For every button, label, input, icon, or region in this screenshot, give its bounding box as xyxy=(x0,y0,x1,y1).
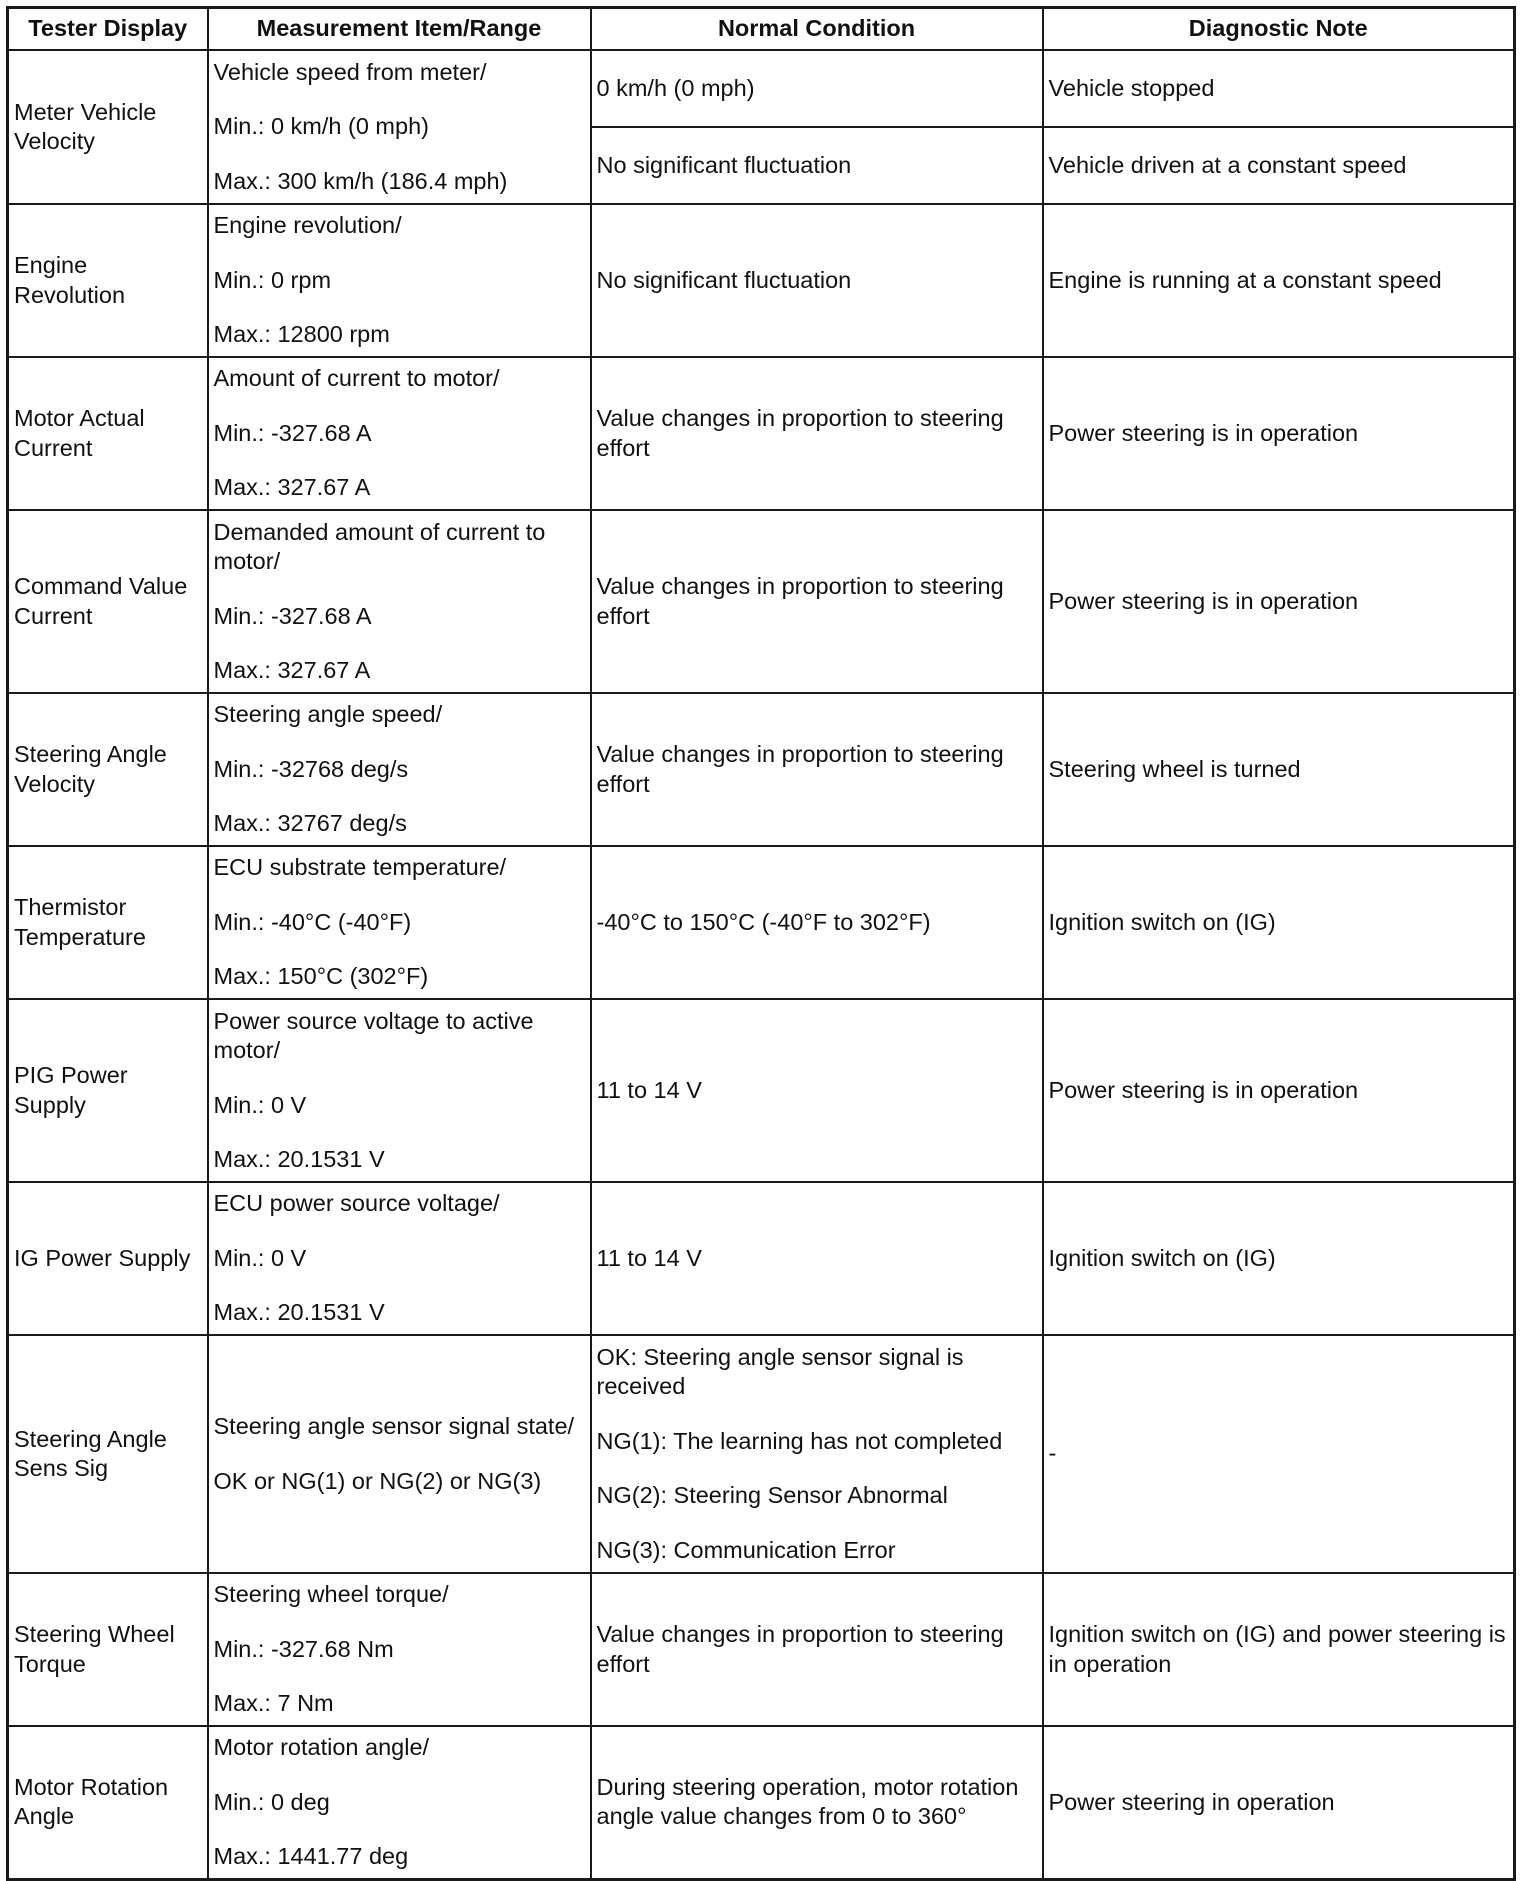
diagnostic-note-cell: Steering wheel is turned xyxy=(1043,693,1515,846)
measurement-item: ECU substrate temperature/ xyxy=(213,854,507,881)
diagnostic-note-cell: Power steering is in operation xyxy=(1043,510,1515,693)
measurement-max: Max.: 32767 deg/s xyxy=(213,810,407,837)
tester-display-cell: Motor Actual Current xyxy=(8,357,208,510)
data-list-table xyxy=(6,6,1516,1881)
measurement-max: Max.: 327.67 A xyxy=(213,656,371,683)
tester-display-cell: Meter Vehicle Velocity xyxy=(8,50,208,204)
measurement-max: Max.: 150°C (302°F) xyxy=(213,963,429,990)
measurement-min: Min.: -327.68 Nm xyxy=(213,1635,394,1662)
diagnostic-note-cell: Engine is running at a constant speed xyxy=(1043,204,1515,357)
table-row xyxy=(8,510,1515,693)
measurement-cell xyxy=(208,1573,591,1726)
normal-condition-cell: 0 km/h (0 mph) xyxy=(591,50,1043,127)
table-row xyxy=(8,693,1515,846)
normal-condition-cell: Value changes in proportion to steering effort xyxy=(591,357,1043,510)
normal-condition-cell: 11 to 14 V xyxy=(591,999,1043,1182)
diagnostic-note-cell: Ignition switch on (IG) and power steering is in operation xyxy=(1043,1573,1515,1726)
measurement-item: Steering angle speed/ xyxy=(213,701,443,728)
measurement-min: Min.: 0 rpm xyxy=(213,266,332,293)
measurement-max: Max.: 20.1531 V xyxy=(213,1145,385,1172)
measurement-item: Steering wheel torque/ xyxy=(213,1581,449,1608)
tester-display-cell: PIG Power Supply xyxy=(8,999,208,1182)
tester-display-cell: Steering Wheel Torque xyxy=(8,1573,208,1726)
measurement-cell xyxy=(208,510,591,693)
header-measurement: Measurement Item/Range xyxy=(208,8,591,51)
measurement-cell xyxy=(208,204,591,357)
normal-condition-cell: Value changes in proportion to steering effort xyxy=(591,510,1043,693)
measurement-min: Min.: -40°C (-40°F) xyxy=(213,908,412,935)
measurement-values: OK or NG(1) or NG(2) or NG(3) xyxy=(213,1467,542,1494)
measurement-max: Max.: 7 Nm xyxy=(213,1690,334,1717)
measurement-item: Motor rotation angle/ xyxy=(213,1734,430,1761)
measurement-cell xyxy=(208,693,591,846)
normal-condition-cell: No significant fluctuation xyxy=(591,127,1043,204)
tester-display-cell: Motor Rotation Angle xyxy=(8,1726,208,1879)
measurement-item: Steering angle sensor signal state/ xyxy=(213,1413,575,1440)
measurement-min: Min.: 0 V xyxy=(213,1091,307,1118)
normal-condition-cell: During steering operation, motor rotation angle value changes from 0 to 360° xyxy=(591,1726,1043,1879)
normal-condition-cell: Value changes in proportion to steering effort xyxy=(591,693,1043,846)
measurement-item: Vehicle speed from meter/ xyxy=(213,58,487,85)
measurement-item: Demanded amount of current to motor/ xyxy=(213,518,546,575)
tester-display-cell: Steering Angle Velocity xyxy=(8,693,208,846)
status-ng3: NG(3): Communication Error xyxy=(596,1536,896,1563)
table-row xyxy=(8,1726,1515,1879)
diagnostic-note-cell: Power steering is in operation xyxy=(1043,357,1515,510)
measurement-min: Min.: 0 km/h (0 mph) xyxy=(213,113,429,140)
measurement-cell xyxy=(208,50,591,204)
diagnostic-note-cell: Ignition switch on (IG) xyxy=(1043,1182,1515,1335)
status-ok: OK: Steering angle sensor signal is received xyxy=(596,1344,964,1400)
measurement-max: Max.: 12800 rpm xyxy=(213,321,390,348)
diagnostic-note-cell: Power steering is in operation xyxy=(1043,999,1515,1182)
measurement-max: Max.: 327.67 A xyxy=(213,474,371,501)
header-tester-display: Tester Display xyxy=(8,8,208,51)
measurement-item: ECU power source voltage/ xyxy=(213,1190,500,1217)
measurement-cell xyxy=(208,846,591,999)
measurement-min: Min.: -32768 deg/s xyxy=(213,755,409,782)
measurement-max: Max.: 20.1531 V xyxy=(213,1299,385,1326)
measurement-cell xyxy=(208,1726,591,1879)
diagnostic-note-cell: - xyxy=(1043,1335,1515,1573)
table-row xyxy=(8,1335,1515,1573)
diagnostic-note-cell: Vehicle driven at a constant speed xyxy=(1043,127,1515,204)
measurement-max: Max.: 300 km/h (186.4 mph) xyxy=(213,167,508,194)
normal-condition-cell: 11 to 14 V xyxy=(591,1182,1043,1335)
table-row xyxy=(8,50,1515,127)
measurement-item: Amount of current to motor/ xyxy=(213,365,500,392)
measurement-cell xyxy=(208,1182,591,1335)
measurement-cell xyxy=(208,357,591,510)
measurement-max: Max.: 1441.77 deg xyxy=(213,1842,409,1869)
measurement-item: Power source voltage to active motor/ xyxy=(213,1007,534,1064)
diagnostic-note-cell: Vehicle stopped xyxy=(1043,50,1515,127)
diagnostic-note-cell: Power steering in operation xyxy=(1043,1726,1515,1879)
tester-display-cell: IG Power Supply xyxy=(8,1182,208,1335)
header-normal-condition: Normal Condition xyxy=(591,8,1043,51)
status-ng1: NG(1): The learning has not completed xyxy=(596,1427,1003,1454)
tester-display-cell: Steering Angle Sens Sig xyxy=(8,1335,208,1573)
tester-display-cell: Engine Revolution xyxy=(8,204,208,357)
table-row xyxy=(8,999,1515,1182)
table-row xyxy=(8,846,1515,999)
data-list-table-wrapper xyxy=(6,6,1513,1881)
table-header xyxy=(8,8,1515,51)
normal-condition-cell xyxy=(591,1335,1043,1573)
normal-condition-cell: Value changes in proportion to steering effort xyxy=(591,1573,1043,1726)
measurement-cell xyxy=(208,999,591,1182)
diagnostic-note-cell: Ignition switch on (IG) xyxy=(1043,846,1515,999)
tester-display-cell: Thermistor Temperature xyxy=(8,846,208,999)
normal-condition-cell: -40°C to 150°C (-40°F to 302°F) xyxy=(591,846,1043,999)
measurement-min: Min.: -327.68 A xyxy=(213,419,372,446)
measurement-min: Min.: 0 V xyxy=(213,1244,307,1271)
table-row xyxy=(8,1573,1515,1726)
measurement-min: Min.: -327.68 A xyxy=(213,602,372,629)
table-row xyxy=(8,1182,1515,1335)
status-ng2: NG(2): Steering Sensor Abnormal xyxy=(596,1482,948,1509)
table-body xyxy=(8,50,1515,1879)
tester-display-cell: Command Value Current xyxy=(8,510,208,693)
table-row xyxy=(8,357,1515,510)
header-diagnostic-note: Diagnostic Note xyxy=(1043,8,1515,51)
measurement-min: Min.: 0 deg xyxy=(213,1788,330,1815)
normal-condition-cell: No significant fluctuation xyxy=(591,204,1043,357)
measurement-cell xyxy=(208,1335,591,1573)
measurement-item: Engine revolution/ xyxy=(213,212,402,239)
table-row xyxy=(8,204,1515,357)
